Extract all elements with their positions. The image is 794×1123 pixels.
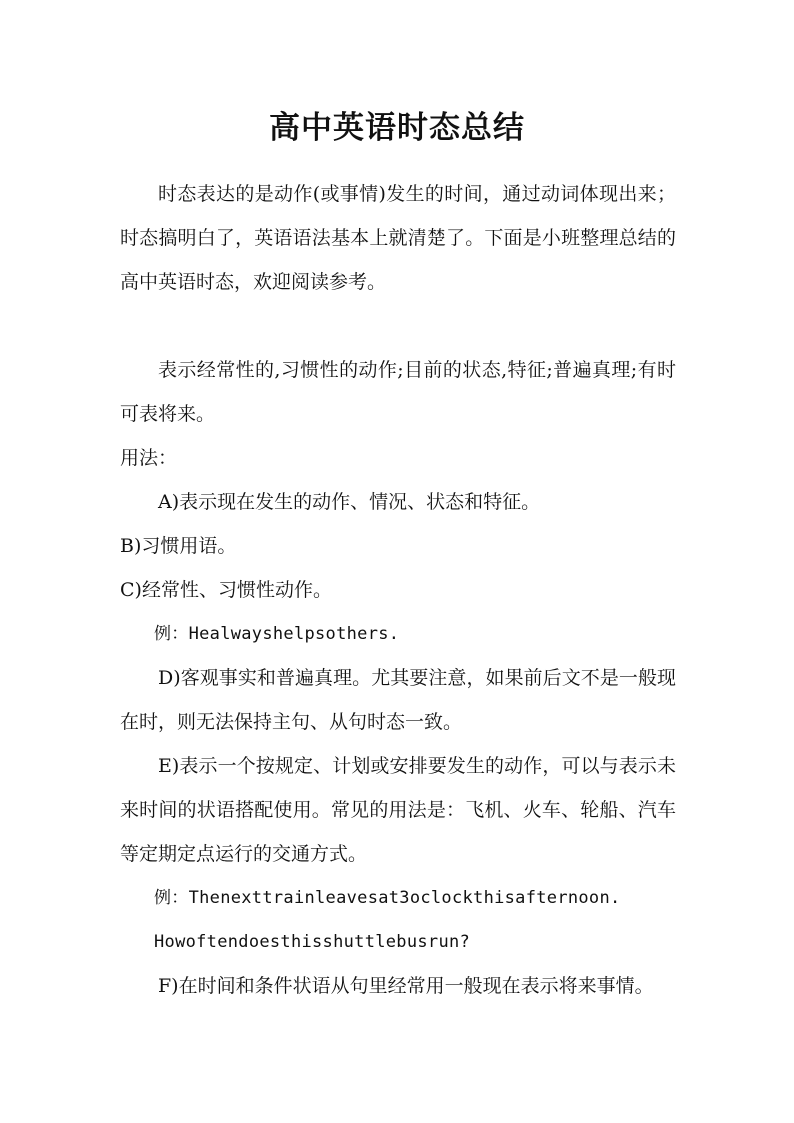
- document-body: [120, 172, 676, 1008]
- usage-item-f: F)在时间和条件状语从句里经常用一般现在表示将来事情。: [158, 975, 654, 997]
- document-title: 高中英语时态总结: [269, 110, 525, 146]
- example-c: 例：Healwayshelpsothers.: [154, 624, 400, 644]
- usage-item-a: A)表示现在发生的动作、情况、状态和特征。: [158, 491, 541, 513]
- example-e1: 例：Thenexttrainleavesat3oclockthisafternoon.: [154, 888, 621, 908]
- usage-item-c: C)经常性、习惯性动作。: [120, 579, 332, 601]
- usage-item-b: B)习惯用语。: [120, 535, 237, 557]
- paragraph-spacer: [120, 304, 676, 348]
- usage-item-e: E)表示一个按规定、计划或安排要发生的动作，可以与表示未来时间的状语搭配使用。常见的用法是：飞机、火车、轮船、汽车等定期定点运行的交通方式。: [120, 755, 676, 865]
- example-e2: Howoftendoesthisshuttlebusrun?: [154, 932, 471, 952]
- definition-paragraph: 表示经常性的,习惯性的动作;目前的状态,特征;普遍真理;有时可表将来。: [120, 359, 676, 425]
- intro-paragraph: 时态表达的是动作(或事情)发生的时间，通过动词体现出来；时态搞明白了，英语语法基本上就清楚了。下面是小班整理总结的高中英语时态，欢迎阅读参考。: [120, 183, 676, 293]
- usage-heading: 用法：: [120, 447, 178, 469]
- usage-item-d: D)客观事实和普遍真理。尤其要注意，如果前后文不是一般现在时，则无法保持主句、从句时态一致。: [120, 667, 676, 733]
